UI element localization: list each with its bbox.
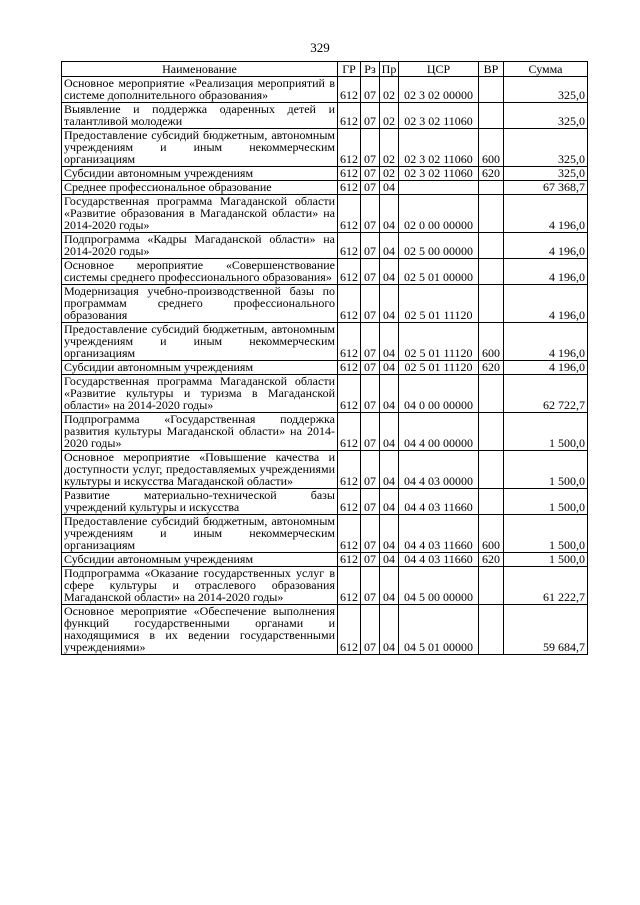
table-row (62, 375, 588, 413)
header-rz: Рз (361, 62, 380, 77)
cell-name: Основное мероприятие «Реализация мероприятий в системе дополнительного образования» (62, 77, 338, 103)
cell-rz: 07 (361, 259, 380, 285)
cell-pr: 04 (380, 451, 399, 489)
cell-gr: 612 (338, 489, 361, 515)
table-row (62, 103, 588, 129)
cell-gr: 612 (338, 361, 361, 375)
cell-pr: 02 (380, 167, 399, 181)
cell-gr: 612 (338, 567, 361, 605)
cell-pr: 04 (380, 553, 399, 567)
cell-vr (479, 451, 504, 489)
table-row (62, 489, 588, 515)
cell-pr: 02 (380, 77, 399, 103)
cell-name: Предоставление субсидий бюджетным, автономным учреждениям и иным некоммерческим организациям (62, 323, 338, 361)
cell-pr: 04 (380, 323, 399, 361)
cell-rz: 07 (361, 129, 380, 167)
cell-gr: 612 (338, 605, 361, 655)
header-sum: Сумма (504, 62, 588, 77)
cell-pr: 04 (380, 413, 399, 451)
cell-gr: 612 (338, 451, 361, 489)
page-number: 329 (310, 40, 330, 55)
table-row (62, 361, 588, 375)
table-row (62, 515, 588, 553)
cell-name: Государственная программа Магаданской области «Развитие культуры и туризма в Магаданской области» на 2014-2020 годы» (62, 375, 338, 413)
cell-sum: 4 196,0 (504, 195, 588, 233)
table-row (62, 553, 588, 567)
cell-sum: 1 500,0 (504, 451, 588, 489)
table-body (62, 77, 588, 655)
cell-gr: 612 (338, 77, 361, 103)
cell-sum: 61 222,7 (504, 567, 588, 605)
cell-name: Модернизация учебно-производственной базы по программам среднего профессионального образования (62, 285, 338, 323)
cell-rz: 07 (361, 181, 380, 195)
cell-vr: 600 (479, 129, 504, 167)
cell-name: Субсидии автономным учреждениям (62, 553, 338, 567)
table-row (62, 259, 588, 285)
cell-name: Среднее профессиональное образование (62, 181, 338, 195)
cell-rz: 07 (361, 285, 380, 323)
cell-sum: 325,0 (504, 77, 588, 103)
cell-sum: 1 500,0 (504, 515, 588, 553)
cell-sum: 62 722,7 (504, 375, 588, 413)
cell-rz: 07 (361, 553, 380, 567)
header-name: Наименование (62, 62, 338, 77)
cell-sum: 4 196,0 (504, 323, 588, 361)
cell-sum: 59 684,7 (504, 605, 588, 655)
cell-csr: 02 3 02 00000 (399, 77, 479, 103)
cell-name: Основное мероприятие «Повышение качества и доступности услуг, предоставляемых учреждениями культуры и искусства Магаданской области» (62, 451, 338, 489)
cell-sum: 67 368,7 (504, 181, 588, 195)
table-row (62, 233, 588, 259)
cell-name: Субсидии автономным учреждениям (62, 167, 338, 181)
cell-rz: 07 (361, 489, 380, 515)
cell-gr: 612 (338, 195, 361, 233)
cell-vr (479, 195, 504, 233)
cell-csr: 04 0 00 00000 (399, 375, 479, 413)
table-row (62, 129, 588, 167)
table-row (62, 167, 588, 181)
cell-vr: 620 (479, 553, 504, 567)
table-row (62, 567, 588, 605)
cell-pr: 04 (380, 489, 399, 515)
cell-vr (479, 77, 504, 103)
cell-csr: 04 4 03 11660 (399, 515, 479, 553)
cell-name: Подпрограмма «Государственная поддержка развития культуры Магаданской области» на 2014-2020 годы» (62, 413, 338, 451)
cell-gr: 612 (338, 375, 361, 413)
cell-gr: 612 (338, 181, 361, 195)
cell-vr (479, 233, 504, 259)
cell-csr: 04 4 03 11660 (399, 553, 479, 567)
cell-name: Государственная программа Магаданской области «Развитие образования в Магаданской области» на 2014-2020 годы» (62, 195, 338, 233)
cell-gr: 612 (338, 129, 361, 167)
cell-rz: 07 (361, 323, 380, 361)
cell-csr: 04 4 03 00000 (399, 451, 479, 489)
cell-name: Основное мероприятие «Обеспечение выполнения функций государственными органами и находящимися в их ведении государственными учреждениями» (62, 605, 338, 655)
table-row (62, 285, 588, 323)
header-pr: Пр (380, 62, 399, 77)
cell-sum: 325,0 (504, 103, 588, 129)
budget-table (61, 61, 588, 655)
cell-pr: 04 (380, 567, 399, 605)
table-row (62, 77, 588, 103)
cell-vr (479, 285, 504, 323)
cell-pr: 04 (380, 181, 399, 195)
cell-gr: 612 (338, 259, 361, 285)
cell-name: Предоставление субсидий бюджетным, автономным учреждениям и иным некоммерческим организациям (62, 129, 338, 167)
cell-name: Подпрограмма «Кадры Магаданской области» на 2014-2020 годы» (62, 233, 338, 259)
cell-csr: 02 5 01 11120 (399, 323, 479, 361)
cell-rz: 07 (361, 361, 380, 375)
cell-csr (399, 181, 479, 195)
cell-rz: 07 (361, 77, 380, 103)
header-csr: ЦСР (399, 62, 479, 77)
cell-csr: 02 0 00 00000 (399, 195, 479, 233)
cell-vr (479, 259, 504, 285)
cell-rz: 07 (361, 567, 380, 605)
cell-sum: 325,0 (504, 129, 588, 167)
cell-sum: 1 500,0 (504, 489, 588, 515)
cell-rz: 07 (361, 103, 380, 129)
cell-pr: 04 (380, 361, 399, 375)
table-row (62, 181, 588, 195)
cell-vr: 620 (479, 361, 504, 375)
cell-vr: 620 (479, 167, 504, 181)
cell-pr: 04 (380, 515, 399, 553)
table-row (62, 323, 588, 361)
cell-name: Выявление и поддержка одаренных детей и талантливой молодежи (62, 103, 338, 129)
cell-csr: 04 5 00 00000 (399, 567, 479, 605)
cell-pr: 04 (380, 285, 399, 323)
cell-sum: 4 196,0 (504, 285, 588, 323)
cell-vr: 600 (479, 323, 504, 361)
cell-gr: 612 (338, 233, 361, 259)
cell-pr: 04 (380, 375, 399, 413)
cell-csr: 04 4 03 11660 (399, 489, 479, 515)
cell-name: Предоставление субсидий бюджетным, автономным учреждениям и иным некоммерческим организациям (62, 515, 338, 553)
cell-rz: 07 (361, 413, 380, 451)
cell-gr: 612 (338, 413, 361, 451)
cell-sum: 1 500,0 (504, 413, 588, 451)
table-row (62, 413, 588, 451)
cell-csr: 02 5 01 11120 (399, 285, 479, 323)
cell-csr: 02 5 01 00000 (399, 259, 479, 285)
cell-name: Субсидии автономным учреждениям (62, 361, 338, 375)
cell-rz: 07 (361, 515, 380, 553)
cell-csr: 04 4 00 00000 (399, 413, 479, 451)
table-row (62, 605, 588, 655)
cell-vr (479, 567, 504, 605)
cell-sum: 4 196,0 (504, 259, 588, 285)
cell-rz: 07 (361, 195, 380, 233)
table-row (62, 195, 588, 233)
cell-csr: 02 3 02 11060 (399, 103, 479, 129)
cell-sum: 325,0 (504, 167, 588, 181)
cell-csr: 02 5 01 11120 (399, 361, 479, 375)
table-header (62, 62, 588, 77)
cell-name: Подпрограмма «Оказание государственных услуг в сфере культуры и отраслевого образования Магаданской области» на 2014-2020 годы» (62, 567, 338, 605)
table-row (62, 451, 588, 489)
cell-vr: 600 (479, 515, 504, 553)
cell-csr: 04 5 01 00000 (399, 605, 479, 655)
cell-pr: 04 (380, 259, 399, 285)
cell-gr: 612 (338, 103, 361, 129)
cell-sum: 4 196,0 (504, 361, 588, 375)
cell-rz: 07 (361, 605, 380, 655)
cell-rz: 07 (361, 375, 380, 413)
cell-pr: 04 (380, 233, 399, 259)
cell-vr (479, 413, 504, 451)
header-vr: ВР (479, 62, 504, 77)
cell-pr: 02 (380, 103, 399, 129)
cell-pr: 04 (380, 195, 399, 233)
cell-vr (479, 605, 504, 655)
cell-csr: 02 3 02 11060 (399, 167, 479, 181)
cell-gr: 612 (338, 285, 361, 323)
cell-vr (479, 103, 504, 129)
cell-gr: 612 (338, 515, 361, 553)
cell-rz: 07 (361, 451, 380, 489)
cell-pr: 04 (380, 605, 399, 655)
cell-rz: 07 (361, 167, 380, 181)
cell-rz: 07 (361, 233, 380, 259)
cell-name: Развитие материально-технической базы учреждений культуры и искусства (62, 489, 338, 515)
header-gr: ГР (338, 62, 361, 77)
cell-sum: 4 196,0 (504, 233, 588, 259)
cell-pr: 02 (380, 129, 399, 167)
cell-gr: 612 (338, 167, 361, 181)
cell-vr (479, 489, 504, 515)
cell-sum: 1 500,0 (504, 553, 588, 567)
cell-gr: 612 (338, 323, 361, 361)
cell-vr (479, 181, 504, 195)
cell-csr: 02 3 02 11060 (399, 129, 479, 167)
cell-csr: 02 5 00 00000 (399, 233, 479, 259)
header-row (62, 62, 588, 77)
cell-vr (479, 375, 504, 413)
cell-name: Основное мероприятие «Совершенствование системы среднего профессионального образования» (62, 259, 338, 285)
cell-gr: 612 (338, 553, 361, 567)
